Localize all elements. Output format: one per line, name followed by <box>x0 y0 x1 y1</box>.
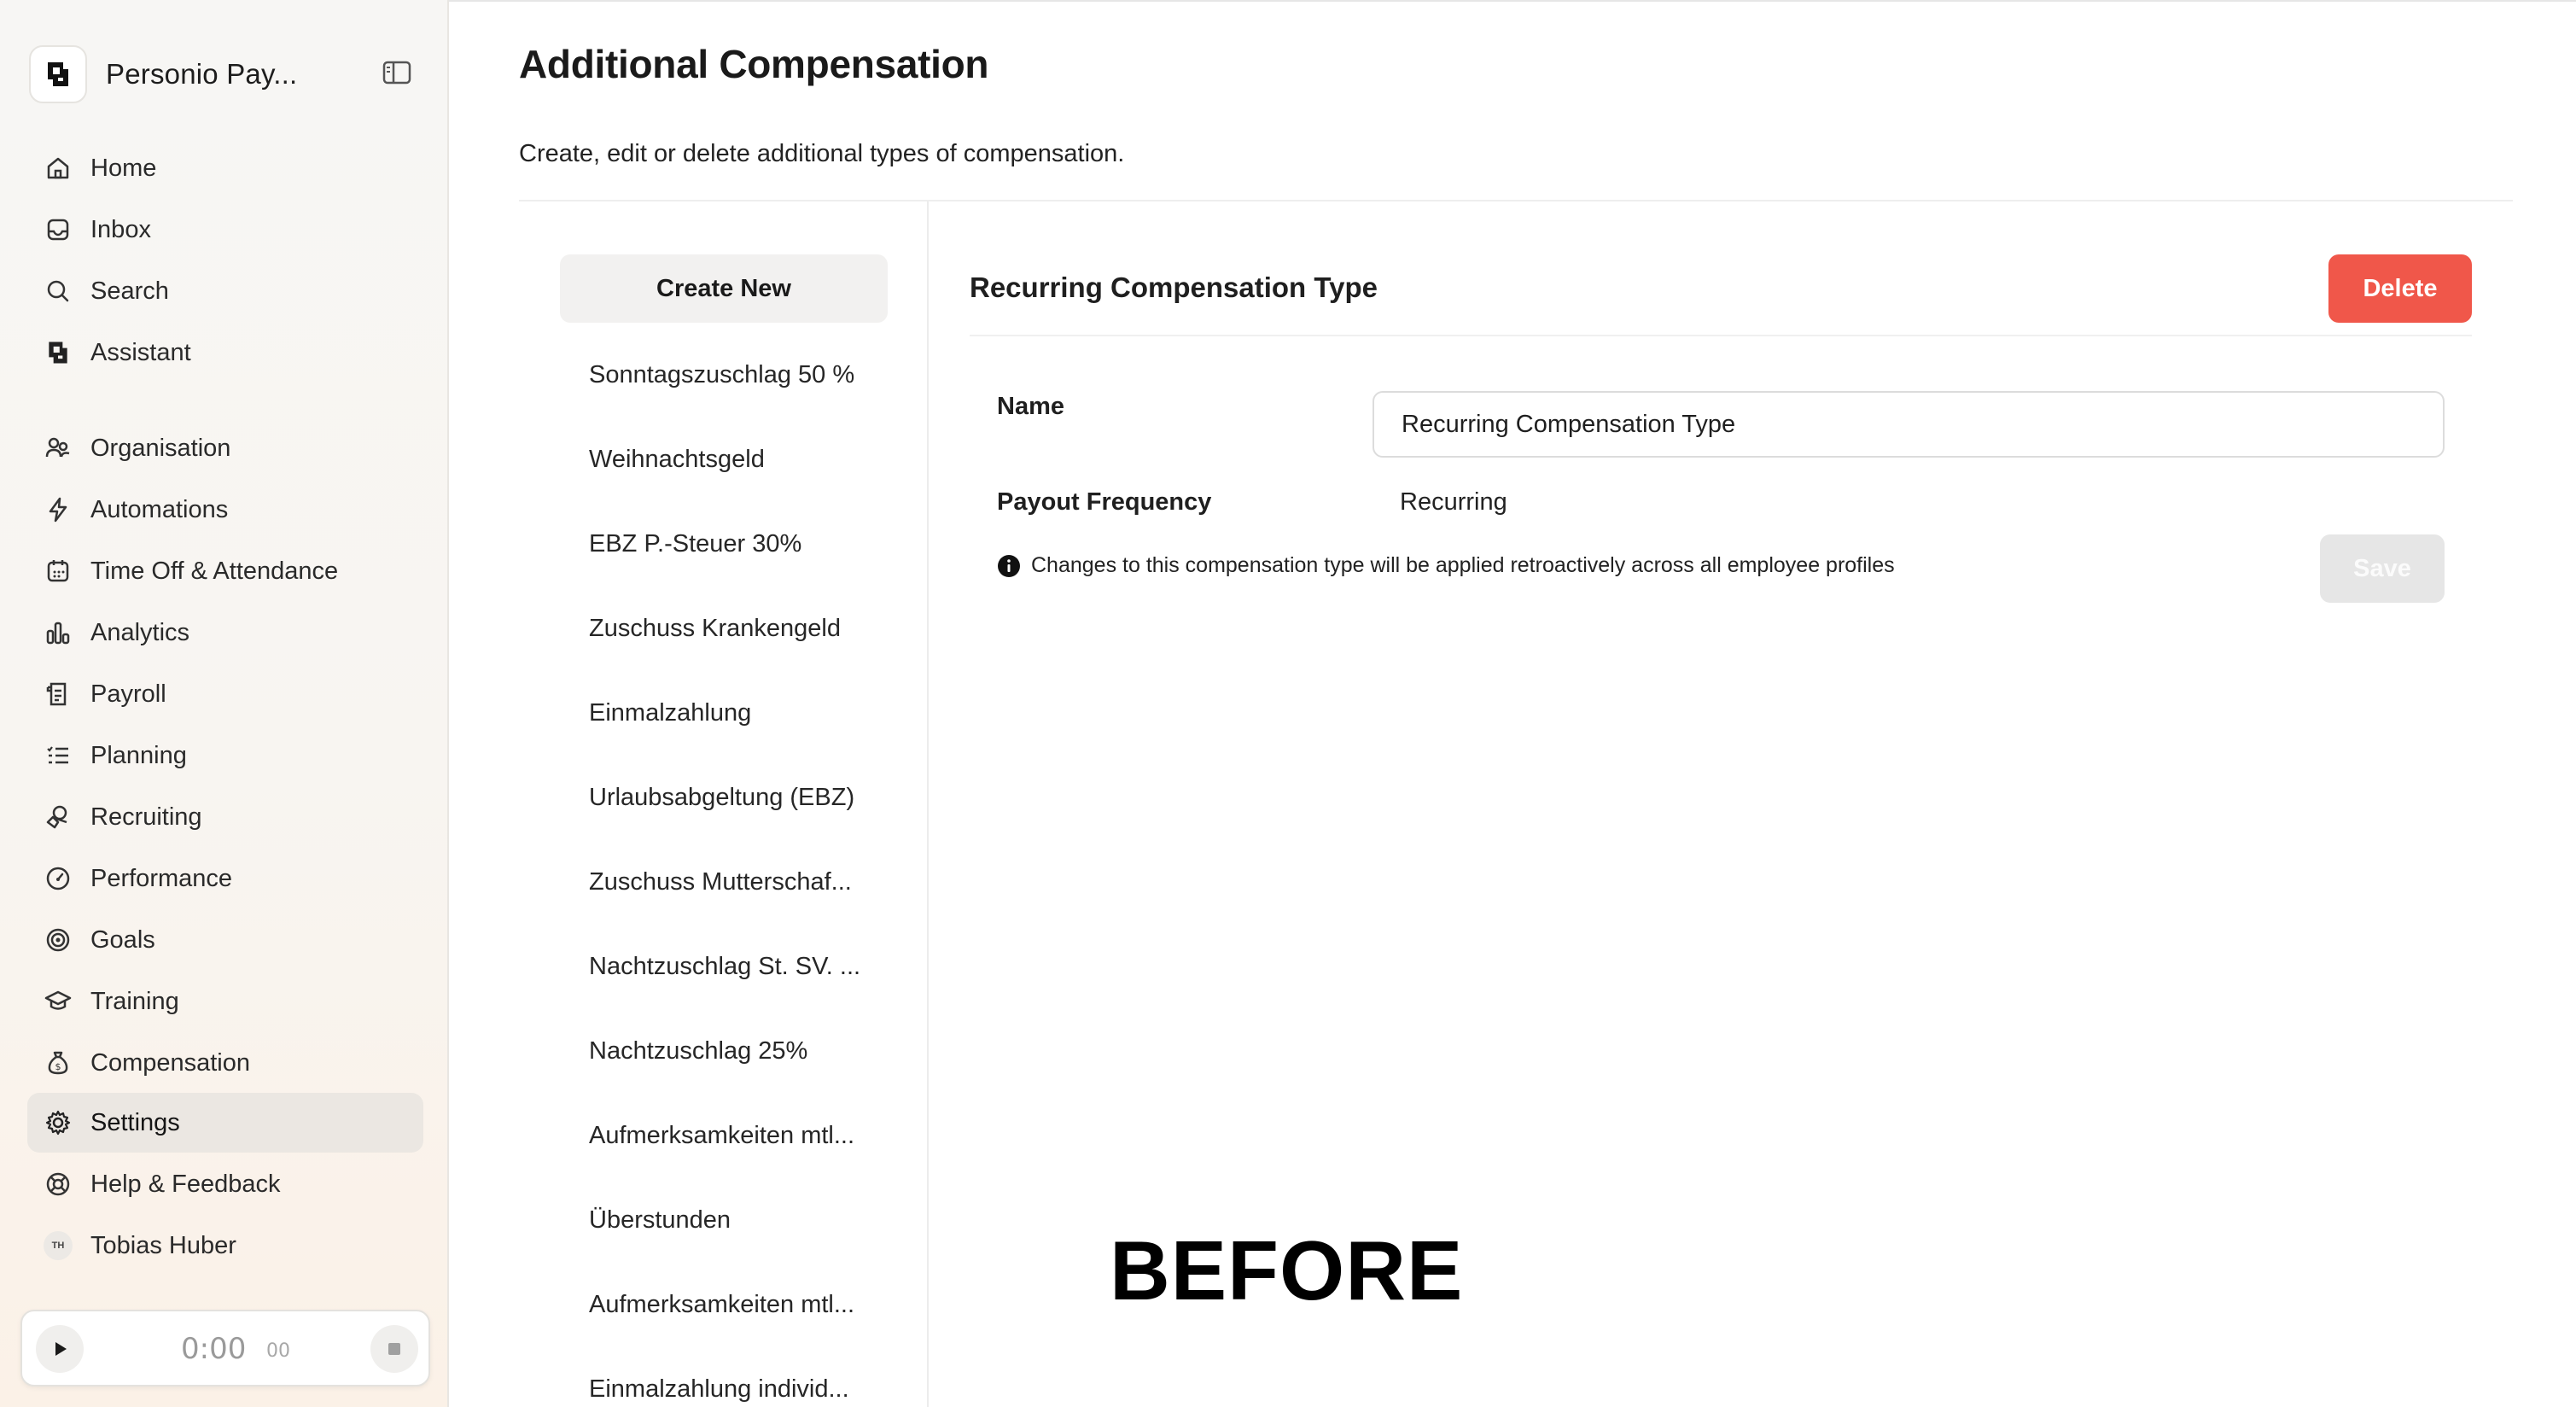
nav-label: Home <box>90 154 157 182</box>
nav-label: Payroll <box>90 680 166 708</box>
play-icon <box>50 1339 70 1359</box>
payout-frequency-value: Recurring <box>1400 488 1507 516</box>
gear-icon <box>43 1107 73 1138</box>
nav-label: Goals <box>90 925 155 954</box>
nav-label: Assistant <box>90 338 191 366</box>
collapse-sidebar-icon[interactable] <box>382 60 411 85</box>
graduation-cap-icon <box>43 986 73 1017</box>
nav-item-payroll[interactable] <box>27 664 423 724</box>
detail-title: Recurring Compensation Type <box>970 271 1378 303</box>
recording-time-fraction: 00 <box>266 1340 290 1362</box>
nav-item-organisation[interactable] <box>27 418 423 478</box>
recording-widget <box>20 1310 430 1387</box>
create-new-button[interactable]: Create New <box>560 254 888 323</box>
name-input[interactable] <box>1373 391 2445 458</box>
recording-time: 0:00 <box>181 1332 247 1366</box>
list-item[interactable]: Zuschuss Mutterschaf... <box>589 867 852 896</box>
nav-label: Performance <box>90 864 233 892</box>
nav-item-home[interactable] <box>27 138 423 198</box>
nav-label: Organisation <box>90 434 231 462</box>
before-watermark: BEFORE <box>1110 1223 1464 1317</box>
nav-item-time-off[interactable] <box>27 541 423 601</box>
play-button[interactable] <box>36 1325 84 1373</box>
info-icon <box>997 554 1021 578</box>
list-item[interactable]: Einmalzahlung <box>589 698 752 727</box>
workspace-name: Personio Pay... <box>106 58 298 90</box>
svg-text:$: $ <box>55 1061 61 1072</box>
nav-item-help-feedback[interactable] <box>27 1154 423 1214</box>
nav-item-performance[interactable] <box>27 849 423 908</box>
calendar-icon <box>43 556 73 587</box>
nav-label: Planning <box>90 741 187 769</box>
payout-frequency-label: Payout Frequency <box>997 488 1212 516</box>
nav-item-assistant[interactable] <box>27 323 423 382</box>
document-icon <box>43 679 73 709</box>
inbox-icon <box>43 214 73 245</box>
nav-label: Analytics <box>90 618 190 646</box>
nav-item-training[interactable] <box>27 972 423 1031</box>
nav-label: Training <box>90 987 179 1015</box>
nav-item-planning[interactable] <box>27 726 423 785</box>
list-item[interactable]: Weihnachtsgeld <box>589 445 765 473</box>
people-icon <box>43 433 73 464</box>
lifebuoy-icon <box>43 1169 73 1200</box>
nav-label: Recruiting <box>90 803 202 831</box>
list-item[interactable]: Aufmerksamkeiten mtl... <box>589 1121 855 1149</box>
name-label: Name <box>997 393 1064 420</box>
list-icon <box>43 740 73 771</box>
nav-item-search[interactable] <box>27 261 423 321</box>
list-item[interactable]: Einmalzahlung individ... <box>589 1375 849 1403</box>
nav-item-goals[interactable] <box>27 910 423 970</box>
note-text: Changes to this compensation type will be applied retroactively across all employee profiles <box>1031 553 1895 577</box>
save-button[interactable]: Save <box>2320 534 2445 603</box>
nav-item-recruiting[interactable] <box>27 787 423 847</box>
page-title: Additional Compensation <box>519 42 989 86</box>
list-item[interactable]: Aufmerksamkeiten mtl... <box>589 1290 855 1318</box>
nav-item-user-profile[interactable] <box>27 1216 423 1276</box>
search-icon <box>43 276 73 307</box>
nav-label: Time Off & Attendance <box>90 557 339 585</box>
list-item[interactable]: EBZ P.-Steuer 30% <box>589 529 802 558</box>
nav-label: Automations <box>90 495 229 523</box>
bar-chart-icon <box>43 617 73 648</box>
list-item[interactable]: Nachtzuschlag 25% <box>589 1036 808 1065</box>
home-icon <box>43 153 73 184</box>
list-item[interactable]: Sonntagszuschlag 50 % <box>589 360 855 388</box>
delete-button[interactable]: Delete <box>2328 254 2472 323</box>
stop-icon <box>386 1340 403 1357</box>
list-item[interactable]: Zuschuss Krankengeld <box>589 614 841 642</box>
speedometer-icon <box>43 863 73 894</box>
nav-label: Help & Feedback <box>90 1170 281 1198</box>
nav-label: Search <box>90 277 169 305</box>
retroactive-note <box>997 553 1895 578</box>
detail-divider <box>970 335 2472 336</box>
page-subtitle: Create, edit or delete additional types of compensation. <box>519 140 1125 167</box>
nav-item-automations[interactable] <box>27 480 423 540</box>
user-name: Tobias Huber <box>90 1231 236 1259</box>
target-icon <box>43 925 73 955</box>
list-item[interactable]: Überstunden <box>589 1206 731 1234</box>
list-item[interactable]: Nachtzuschlag St. SV. ... <box>589 952 861 980</box>
handshake-icon <box>43 802 73 832</box>
compensation-type-list <box>519 201 929 1407</box>
assistant-icon <box>43 337 73 368</box>
nav-label: Inbox <box>90 215 151 243</box>
workspace-switcher[interactable] <box>29 44 422 104</box>
nav-item-settings[interactable] <box>27 1093 423 1153</box>
avatar <box>43 1230 73 1261</box>
nav-item-inbox[interactable] <box>27 200 423 260</box>
lightning-icon <box>43 494 73 525</box>
nav-item-compensation[interactable] <box>27 1033 423 1093</box>
sidebar <box>0 0 449 1407</box>
nav-label: Settings <box>90 1108 180 1136</box>
avatar-initials: TH <box>44 1231 73 1260</box>
personio-logo-icon <box>29 45 87 103</box>
list-item[interactable]: Urlaubsabgeltung (EBZ) <box>589 783 855 811</box>
nav-item-analytics[interactable] <box>27 603 423 663</box>
money-bag-icon <box>43 1048 73 1078</box>
stop-button[interactable] <box>370 1325 418 1373</box>
nav-label: Compensation <box>90 1048 250 1077</box>
